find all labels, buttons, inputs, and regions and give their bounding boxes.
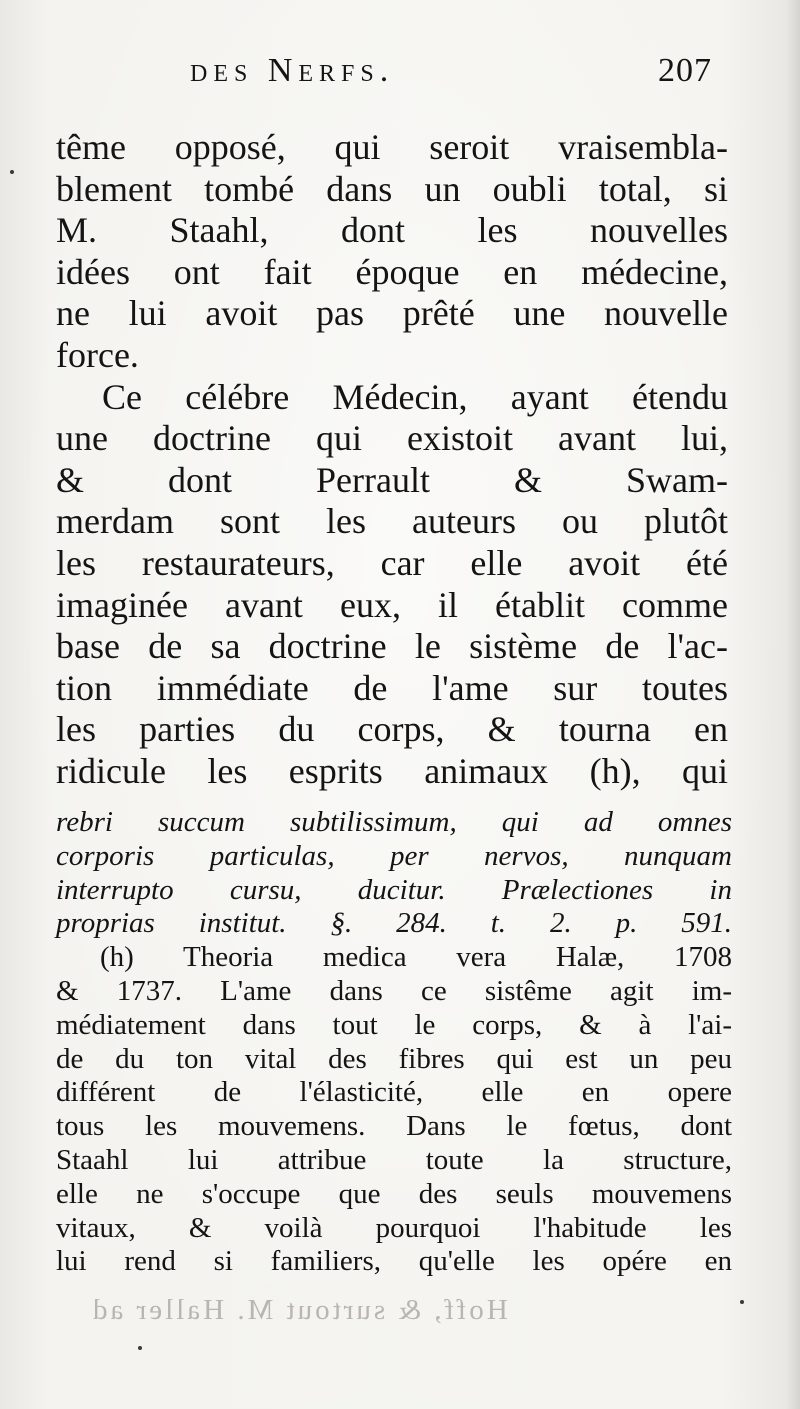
show-through-text: Hoff, & surtout M. Haller ad: [90, 1294, 508, 1326]
body-line: base de sa doctrine le sistème de l'ac-: [56, 626, 728, 667]
body-line: Ce célébre Médecin, ayant étendu: [102, 376, 728, 417]
page-edge-shadow: [786, 0, 800, 1409]
body-line: blement tombé dans un oubli total, si: [56, 168, 728, 209]
footnote-line: tous les mouvemens. Dans le fœtus, dont: [56, 1110, 732, 1143]
footnote-line: rebri succum subtilissimum, qui ad omnes: [56, 806, 732, 838]
main-text-block: [56, 127, 728, 793]
body-line: tême opposé, qui seroit vraisembla-: [56, 127, 728, 167]
footnotes-block: [56, 806, 732, 1279]
body-line: ne lui avoit pas prêté une nouvelle: [56, 293, 728, 334]
page-number: 207: [658, 52, 712, 89]
body-line: les restaurateurs, car elle avoit été: [56, 542, 728, 583]
ink-speck: [740, 1300, 744, 1304]
body-line: une doctrine qui existoit avant lui,: [56, 418, 728, 459]
body-line: & dont Perrault & Swam-: [56, 459, 728, 500]
body-line: M. Staahl, dont les nouvelles: [56, 210, 728, 251]
footnote-line: (h) Theoria medica vera Halæ, 1708: [100, 941, 732, 974]
footnote-line: proprias institut. §. 284. t. 2. p. 591.: [56, 907, 732, 940]
ink-speck: [10, 170, 14, 174]
body-line: les parties du corps, & tourna en: [56, 709, 728, 750]
body-line: force.: [56, 334, 139, 375]
footnote-line: elle ne s'occupe que des seuls mouvemens: [56, 1177, 732, 1210]
body-line: idées ont fait époque en médecine,: [56, 251, 728, 292]
footnote-line: lui rend si familiers, qu'elle les opére en: [56, 1245, 732, 1278]
body-line: merdam sont les auteurs ou plutôt: [56, 501, 728, 542]
body-line: imaginée avant eux, il établit comme: [56, 584, 728, 625]
ink-speck: [138, 1346, 142, 1350]
footnote-line: corporis particulas, per nervos, nunquam: [56, 839, 732, 872]
footnote-line: médiatement dans tout le corps, & à l'ai-: [56, 1008, 732, 1041]
running-head: des Nerfs.: [190, 52, 395, 89]
footnote-line: différent de l'élasticité, elle en opere: [56, 1076, 732, 1109]
body-line: ridicule les esprits animaux (h), qui: [56, 750, 728, 791]
body-line: tion immédiate de l'ame sur toutes: [56, 667, 728, 708]
footnote-line: interrupto cursu, ducitur. Prælectiones in: [56, 873, 732, 906]
footnote-line: de du ton vital des fibres qui est un peu: [56, 1042, 732, 1075]
footnote-line: & 1737. L'ame dans ce sistême agit im-: [56, 974, 732, 1007]
footnote-line: Staahl lui attribue toute la structure,: [56, 1143, 732, 1176]
footnote-line: vitaux, & voilà pourquoi l'habitude les: [56, 1211, 732, 1244]
